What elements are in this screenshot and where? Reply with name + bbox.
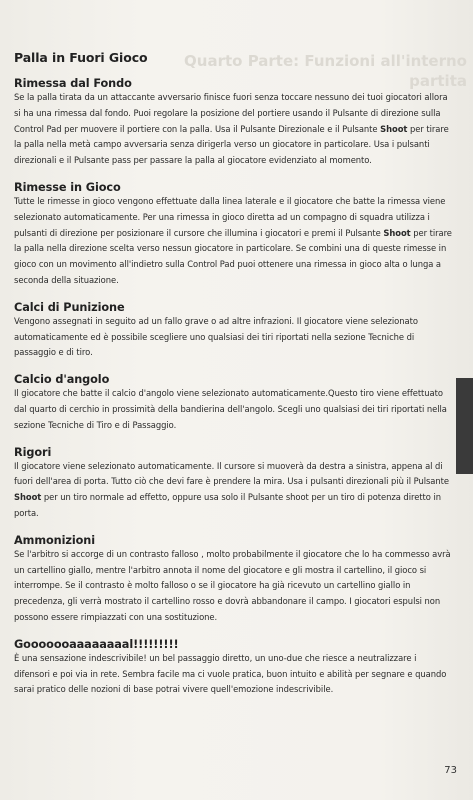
- page-title: Palla in Fuori Gioco: [14, 50, 148, 65]
- section-ammonizioni: [14, 534, 452, 626]
- page-number: 73: [444, 765, 457, 776]
- section-body: Vengono assegnati in seguito ad un fallo grave o ad altre infrazioni. Il giocatore viene selezionato automaticamente ed è possibile scegliere uno qualsiasi dei tiri riportati nella sezione Tecniche di passaggio e di tiro.: [14, 315, 418, 358]
- section-body: Se l'arbitro si accorge di un contrasto falloso , molto probabilmente il giocatore che lo ha commesso avrà un cartellino giallo, mentre l'arbitro annota il nome del giocatore e gli mostra il cartellino, il gioco si interrompe. Se il contrasto è molto falloso o se il giocatore ha già ricevuto un cartellino giallo in precedenza, gli verrà mostrato il cartellino rosso e dovrà abbandonare il campo. I giocatori espulsi non possono essere rimpiazzati con una sostituzione.: [14, 548, 451, 622]
- section-rimesse-in-gioco: [14, 181, 452, 289]
- section-body: Il giocatore che batte il calcio d'angolo viene selezionato automaticamente.Questo tiro viene effettuato dal quarto di cerchio in prossimità della bandierina dell'angolo. Scegli uno qualsiasi dei tiri riportati nella sezione Tecniche di Tiro e di Passaggio.: [14, 388, 447, 430]
- section-body: Tutte le rimesse in gioco vengono effettuate dalla linea laterale e il giocatore che batte la rimessa viene selezionato automaticamente. Per una rimessa in gioco diretta ad un compagno di squadra utilizza i pulsanti di direzione per posizionare il cursore che illumina i giocatori e premi il Pulsante Shoot per tirare la palla nella direzione scelta verso nessun giocatore in particolare. Se combini una di queste rimesse in gioco con un movimento all'indietro sulla Control Pad puoi ottenere una rimessa in gioco alta o lunga a seconda della situazione.: [14, 195, 452, 285]
- section-heading: Rimesse in Gioco: [14, 180, 121, 194]
- section-body: Se la palla tirata da un attaccante avversario finisce fuori senza toccare nessuno dei tuoi giocatori allora si ha una rimessa dal fondo. Puoi regolare la posizione del portiere usando il Pulsante di direzione sulla Control Pad per muovere il portiere con la palla. Usa il Pulsante Direzionale e il Pulsante Shoot per tirare la palla nella metà campo avversaria senza dirigerla verso un giocatore in particolare. Usa i pulsanti direzionali e il Pulsante pass per passare la palla al giocatore evidenziato al momento.: [14, 92, 449, 166]
- bleed-through-text: partita: [409, 72, 467, 90]
- section-heading: Calci di Punizione: [14, 300, 125, 314]
- section-goal: [14, 638, 452, 698]
- section-heading: Rigori: [14, 445, 52, 459]
- section-heading: Gooooooaaaaaaaal!!!!!!!!!: [14, 637, 179, 651]
- section-calci-di-punizione: [14, 301, 452, 361]
- bleed-through-text: Quarto Parte: Funzioni all'interno: [184, 52, 467, 70]
- page-edge-tab: [456, 378, 473, 474]
- section-calcio-d-angolo: [14, 373, 452, 433]
- page-content: [14, 50, 452, 710]
- section-body: È una sensazione indescrivibile! un bel passaggio diretto, un uno-due che riesce a neutralizzare i difensori e poi via in rete. Sembra facile ma ci vuole pratica, buon intuito e abilità per segnare e quando sarai pratico delle nozioni di base potrai vivere quell'emozione indescrivibile.: [14, 652, 447, 695]
- section-rigori: [14, 446, 452, 522]
- section-body: Il giocatore viene selezionato automaticamente. Il cursore si muoverà da destra a sinistra, appena al di fuori dell'area di porta. Tutto ciò che devi fare è prendere la mira. Usa i pulsanti direzionali più il Pulsante Shoot per un tiro normale ad effetto, oppure usa solo il Pulsante shoot per un tiro di potenza diretto in porta.: [14, 460, 449, 518]
- section-heading: Ammonizioni: [14, 533, 95, 547]
- section-heading: Rimessa dal Fondo: [14, 77, 132, 90]
- section-rimessa-dal-fondo: [14, 77, 452, 169]
- section-heading: Calcio d'angolo: [14, 373, 110, 387]
